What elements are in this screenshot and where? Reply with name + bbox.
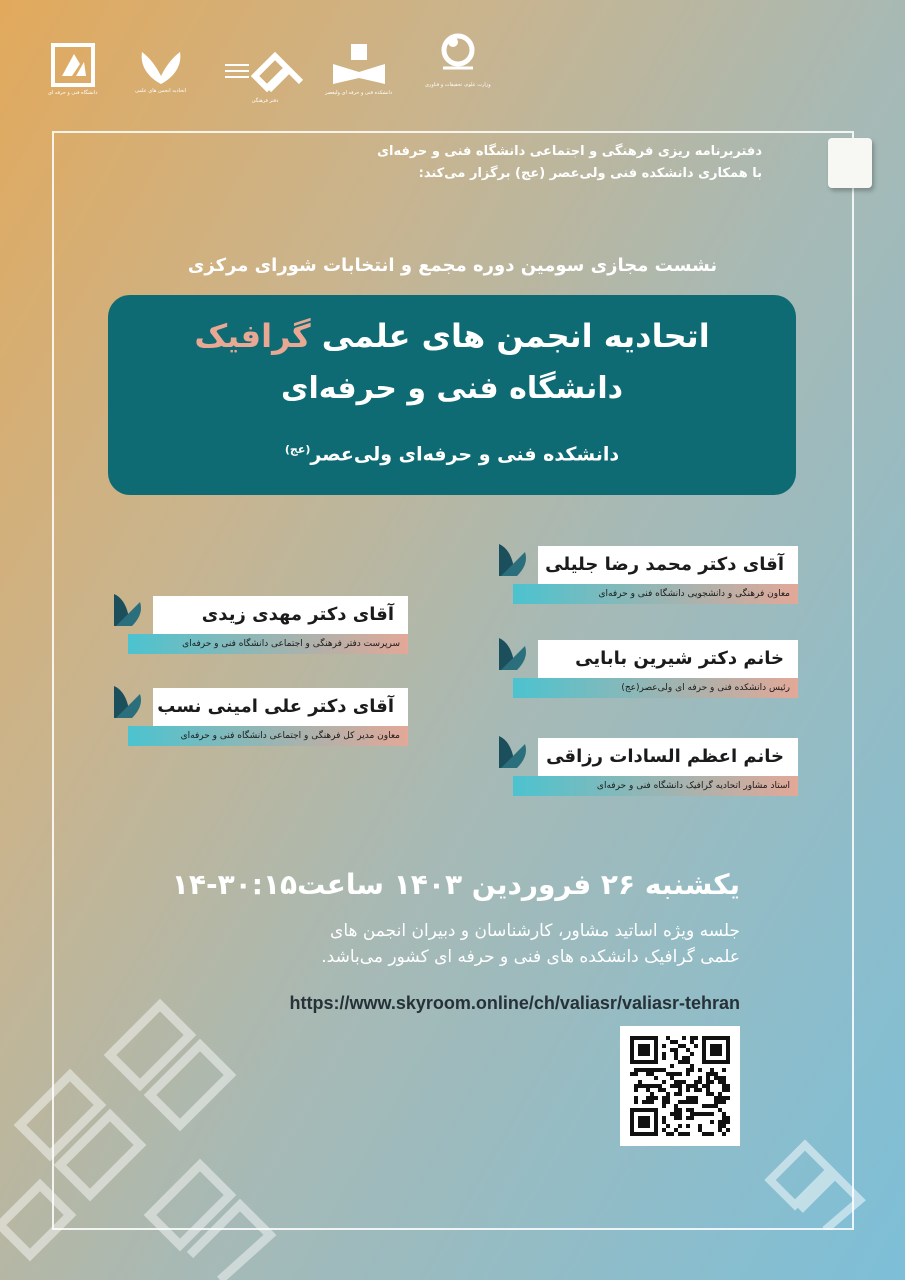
title-line-1-text: اتحادیه انجمن های علمی — [321, 317, 710, 355]
speaker-role: معاون فرهنگی و دانشجویی دانشگاه فنی و حرفه‌ای — [513, 584, 798, 604]
title-highlight: گرافیک — [194, 317, 311, 355]
fan-ornament-icon — [495, 540, 531, 580]
ministry-science-logo: وزارت علوم، تحقیقات و فناوری — [425, 28, 491, 88]
speaker-name: آقای دکتر محمد رضا جلیلی — [538, 546, 798, 584]
fan-ornament-icon — [495, 634, 531, 674]
technical-university-logo: دانشگاه فنی و حرفه ای — [48, 42, 97, 96]
speaker-role: سرپرست دفتر فرهنگی و اجتماعی دانشگاه فنی و حرفه‌ای — [128, 634, 408, 654]
main-title-box — [108, 295, 796, 495]
fan-ornament-icon — [110, 682, 146, 722]
speaker-name: آقای دکتر مهدی زیدی — [153, 596, 408, 634]
skyroom-link[interactable]: https://www.skyroom.online/ch/valiasr/valiasr-tehran — [289, 993, 740, 1013]
title-line-3 — [108, 443, 796, 465]
speaker-card — [110, 688, 408, 750]
speaker-role: رئیس دانشکده فنی و حرفه ای ولی‌عصر(عج) — [513, 678, 798, 698]
speaker-role: استاد مشاور اتحادیه گرافیک دانشگاه فنی و حرفه‌ای — [513, 776, 798, 796]
speaker-card — [110, 596, 408, 658]
qr-code-icon[interactable] — [620, 1026, 740, 1146]
speaker-name: خانم اعظم السادات رزاقی — [538, 738, 798, 776]
cultural-office-logo: دفتر فرهنگی — [225, 46, 305, 104]
description-line-2: علمی گرافیک دانشکده های فنی و حرفه ای کشور می‌باشد. — [321, 947, 740, 967]
corner-square — [828, 138, 872, 188]
event-description — [150, 918, 740, 970]
valiasr-faculty-logo: دانشکده فنی و حرفه ای ولیعصر — [325, 42, 392, 96]
speaker-name: خانم دکتر شیرین بابایی — [538, 640, 798, 678]
title-line-3-text: دانشکده فنی و حرفه‌ای ولی‌عصر — [310, 443, 620, 466]
organizer-line-1: دفتربرنامه ریزی فرهنگی و اجتماعی دانشگاه فنی و حرفه‌ای — [377, 144, 762, 159]
speaker-card — [495, 738, 798, 800]
fan-ornament-icon — [495, 732, 531, 772]
session-title: نشست مجازی سومین دوره مجمع و انتخابات شورای مرکزی — [187, 255, 718, 276]
qr-code-pattern — [620, 1026, 740, 1146]
organizer-line-2: با همکاری دانشکده فنی ولی‌عصر (عج) برگزار می‌کند: — [418, 166, 762, 181]
fan-ornament-icon — [110, 590, 146, 630]
title-line-1 — [108, 317, 796, 355]
speaker-card — [495, 640, 798, 702]
title-line-3-sup: (عج) — [284, 443, 311, 456]
title-line-2: دانشگاه فنی و حرفه‌ای — [280, 371, 623, 406]
students-association-logo: اتحادیه انجمن های علمی — [135, 46, 186, 94]
speaker-role: معاون مدیر کل فرهنگی و اجتماعی دانشگاه فنی و حرفه‌ای — [128, 726, 408, 746]
organizer-text — [202, 141, 762, 185]
speaker-card — [495, 546, 798, 608]
description-line-1: جلسه ویژه اساتید مشاور، کارشناسان و دبیران انجمن های — [330, 921, 740, 941]
speaker-name: آقای دکتر علی امینی نسب — [153, 688, 408, 726]
event-date-time: یکشنبه ۲۶ فروردین ۱۴۰۳ ساعت۳۰:۱۵-۱۴ — [171, 868, 740, 901]
logos-row — [40, 28, 500, 108]
